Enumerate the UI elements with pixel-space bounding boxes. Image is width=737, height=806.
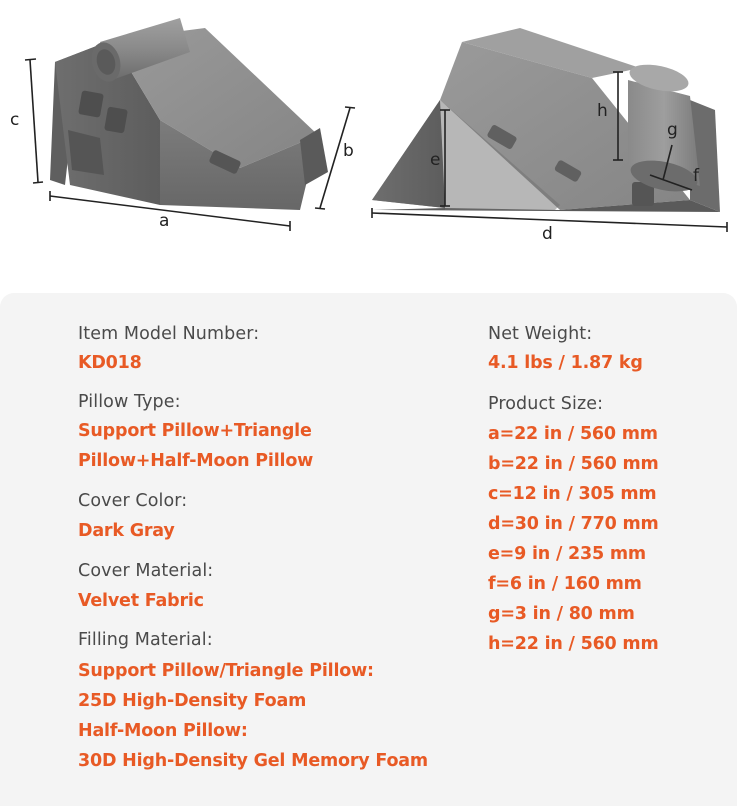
dim-label-d: d bbox=[542, 224, 553, 244]
filling-material-value-line3: Half-Moon Pillow: bbox=[78, 721, 248, 741]
filling-material-value-line1: Support Pillow/Triangle Pillow: bbox=[78, 661, 374, 681]
size-g-value: g=3 in / 80 mm bbox=[488, 604, 635, 624]
product-illustration bbox=[0, 0, 737, 300]
pillow-diagram-svg bbox=[0, 0, 737, 300]
dim-label-h: h bbox=[597, 101, 608, 121]
net-weight-value: 4.1 lbs / 1.87 kg bbox=[488, 353, 643, 373]
spec-card bbox=[0, 293, 737, 806]
cover-material-label: Cover Material: bbox=[78, 561, 214, 581]
cover-color-label: Cover Color: bbox=[78, 491, 188, 511]
model-number-value: KD018 bbox=[78, 353, 142, 373]
pillow-type-value-line1: Support Pillow+Triangle bbox=[78, 421, 312, 441]
dim-label-b: b bbox=[343, 141, 354, 161]
left-pillow-set bbox=[50, 18, 328, 210]
cover-color-value: Dark Gray bbox=[78, 521, 175, 541]
size-d-value: d=30 in / 770 mm bbox=[488, 514, 659, 534]
filling-material-value-line4: 30D High-Density Gel Memory Foam bbox=[78, 751, 428, 771]
dim-label-a: a bbox=[159, 211, 170, 231]
model-number-label: Item Model Number: bbox=[78, 324, 260, 344]
pillow-type-label: Pillow Type: bbox=[78, 392, 181, 412]
filling-material-value-line2: 25D High-Density Foam bbox=[78, 691, 307, 711]
dim-label-g: g bbox=[667, 120, 678, 140]
product-size-label: Product Size: bbox=[488, 394, 604, 414]
pillow-type-value-line2: Pillow+Half-Moon Pillow bbox=[78, 451, 314, 471]
size-h-value: h=22 in / 560 mm bbox=[488, 634, 659, 654]
size-f-value: f=6 in / 160 mm bbox=[488, 574, 642, 594]
size-a-value: a=22 in / 560 mm bbox=[488, 424, 658, 444]
size-c-value: c=12 in / 305 mm bbox=[488, 484, 657, 504]
dim-label-e: e bbox=[430, 150, 441, 170]
size-e-value: e=9 in / 235 mm bbox=[488, 544, 646, 564]
dim-label-f: f bbox=[693, 166, 699, 186]
dim-label-c: c bbox=[10, 110, 20, 130]
size-b-value: b=22 in / 560 mm bbox=[488, 454, 659, 474]
filling-material-label: Filling Material: bbox=[78, 630, 213, 650]
cover-material-value: Velvet Fabric bbox=[78, 591, 204, 611]
net-weight-label: Net Weight: bbox=[488, 324, 593, 344]
